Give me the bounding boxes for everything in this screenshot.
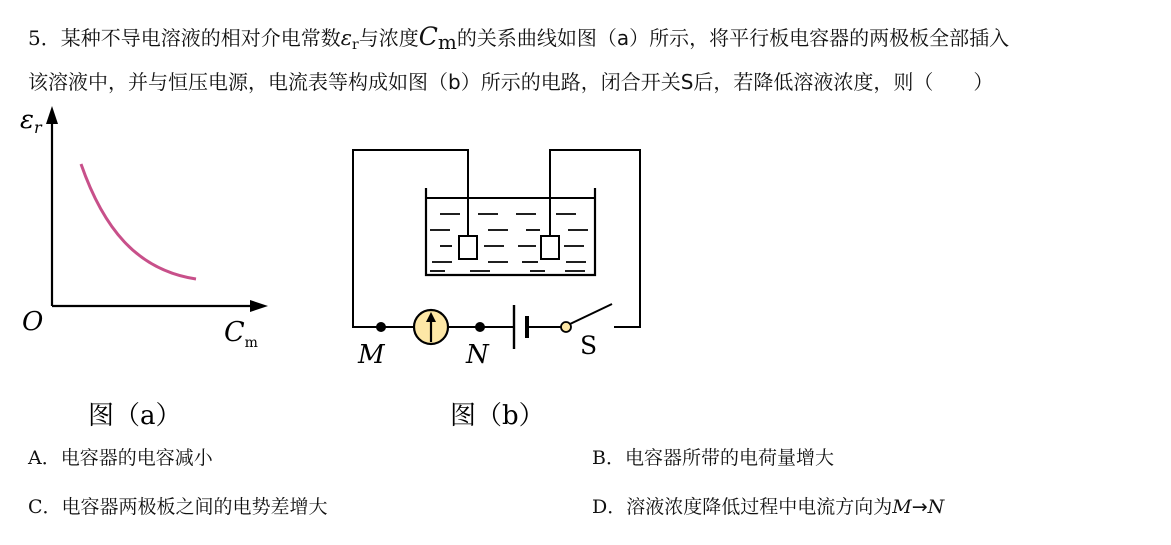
option-c[interactable] (28, 492, 328, 519)
y-axis-arrow (46, 106, 58, 124)
switch-pivot (561, 322, 571, 332)
option-d-from: M (892, 496, 912, 518)
liquid-dashes (430, 214, 588, 271)
epsilon-subscript: r (352, 37, 359, 53)
node-m (376, 322, 386, 332)
switch-blade (570, 304, 612, 324)
concentration-subscript: m (437, 30, 457, 54)
option-c-text: 电容器两极板之间的电势差增大 (61, 496, 328, 518)
capacitor-plate-left (459, 236, 477, 259)
option-b[interactable] (592, 443, 834, 470)
wire-left (353, 150, 468, 327)
option-a-letter: A． (28, 447, 61, 469)
option-d-letter: D． (592, 496, 627, 518)
option-b-letter: B． (592, 447, 625, 469)
question-text-1: 某种不导电溶液的相对介电常数 (60, 26, 341, 50)
label-m: M (358, 340, 385, 370)
option-b-text: 电容器所带的电荷量增大 (624, 447, 834, 469)
node-n (475, 322, 485, 332)
caption-a: 图（a） (88, 401, 182, 431)
concentration-symbol: C (418, 22, 438, 51)
label-n: N (466, 340, 489, 370)
capacitor-plate-right (541, 236, 559, 259)
option-d[interactable] (592, 492, 944, 519)
question-text-3: 的关系曲线如图（a）所示，将平行板电容器的两极板全部插入 (456, 26, 1010, 50)
option-a-text: 电容器的电容减小 (60, 447, 213, 469)
x-axis-label: $C_m$ (224, 317, 258, 351)
option-d-arrow: → (911, 496, 928, 518)
option-d-text: 溶液浓度降低过程中电流方向为 (626, 496, 893, 518)
option-d-to: N (927, 496, 945, 518)
epsilon-symbol: ε (340, 26, 353, 50)
label-s: S (580, 331, 598, 360)
question-text-2: 与浓度 (358, 26, 419, 50)
option-a[interactable] (28, 443, 213, 470)
option-c-letter: C． (28, 496, 62, 518)
figure-a (20, 105, 268, 431)
origin-label: O (22, 307, 44, 337)
x-axis-arrow (250, 300, 268, 312)
y-axis-label: εr (20, 105, 42, 137)
question-line-2: 该溶液中，并与恒压电源，电流表等构成如图（b）所示的电路，闭合开关S后，若降低溶液浓度，则（ ） (28, 70, 994, 94)
figure-b (353, 150, 640, 349)
caption-b: 图（b） (450, 401, 545, 431)
epsilon-vs-concentration-curve (81, 164, 196, 279)
question-number: 5． (28, 26, 61, 50)
